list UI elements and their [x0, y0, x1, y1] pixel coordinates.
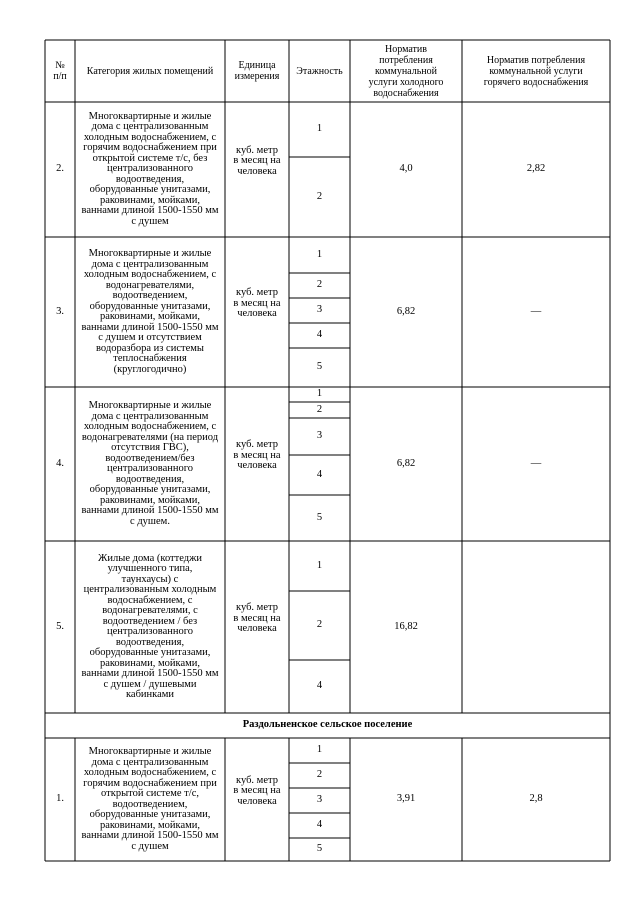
- unit-of-measure: куб. метр в месяц на человека: [233, 144, 281, 177]
- housing-category: Многоквартирные и жилые дома с централизованным холодным водоснабжением, с водонагревателями (на период отсутствия ГВС), водоотведением/без централизованного водоотведения, оборудованные унитазами, раковинами, мойками, ваннами длиной 1500-1550 мм с душем.: [81, 400, 219, 527]
- floor-count: 2: [316, 279, 323, 291]
- housing-category: Многоквартирные и жилые дома с централизованным холодным водоснабжением, с водонагревателями, водоотведением, оборудованные унитазами, раковинами, мойками, ваннами длиной 1500-1550 мм с душем и отсутствием водоразбора из системы теплоснабжения (круглогодично): [81, 248, 219, 375]
- floor-count: 1: [316, 559, 323, 571]
- unit-of-measure: куб. метр в месяц на человека: [233, 287, 281, 320]
- housing-category: Жилые дома (коттеджи улучшенного типа, таунхаусы) с централизованным холодным водоснабжением, с водонагревателями, с водоотведением / без централизованного водоотведения, оборудованные унитазами, раковинами, мойками, ваннами длиной 1500-1550 мм с душем / душевыми кабинками: [81, 552, 219, 700]
- floor-count: 5: [316, 843, 323, 855]
- housing-category: Многоквартирные и жилые дома с централизованным холодным водоснабжением, с горячим водоснабжением при открытой системе т/с, без централизованного водоотведения, оборудованные унитазами, раковинами, мойками, ваннами длиной 1500-1550 мм с душем: [81, 110, 219, 227]
- hot-water-norm: 2,8: [529, 793, 543, 805]
- cold-water-norm: 6,82: [396, 305, 416, 317]
- floor-count: 2: [316, 190, 323, 202]
- floor-count: 5: [316, 511, 323, 523]
- floor-count: 5: [316, 361, 323, 373]
- floor-count: 2: [316, 403, 323, 415]
- housing-category: Многоквартирные и жилые дома с централизованным холодным водоснабжением, с горячим водоснабжением при открытой системе т/с, водоотведением, оборудованные унитазами, раковинами, мойками, ваннами длиной 1500-1550 мм с душем: [81, 746, 219, 852]
- unit-of-measure: куб. метр в месяц на человека: [233, 774, 281, 807]
- column-header: Категория жилых помещений: [86, 65, 214, 77]
- row-number: 3.: [56, 305, 64, 317]
- unit-of-measure: куб. метр в месяц на человека: [233, 602, 281, 635]
- cold-water-norm: 3,91: [396, 793, 416, 805]
- cold-water-norm: 6,82: [396, 457, 416, 469]
- floor-count: 3: [316, 794, 323, 806]
- hot-water-norm: —: [530, 305, 542, 317]
- row-number: 2.: [56, 163, 64, 175]
- cold-water-norm: 4,0: [399, 163, 413, 175]
- column-header: Этажность: [296, 65, 343, 77]
- unit-of-measure: куб. метр в месяц на человека: [233, 439, 281, 472]
- column-header: Норматив потребления коммунальной услуги горячего водоснабжения: [483, 54, 589, 88]
- floor-count: 4: [316, 468, 323, 480]
- floor-count: 1: [316, 388, 323, 400]
- floor-count: 1: [316, 744, 323, 756]
- row-number: 1.: [56, 793, 64, 805]
- column-header: № п/п: [53, 60, 67, 82]
- column-header: Норматив потребления коммунальной услуги холодного водоснабжения: [368, 43, 444, 99]
- section-title: Раздольненское сельское поселение: [242, 719, 413, 731]
- floor-count: 4: [316, 329, 323, 341]
- floor-count: 1: [316, 248, 323, 260]
- cold-water-norm: 16,82: [394, 620, 418, 632]
- floor-count: 4: [316, 680, 323, 692]
- floor-count: 2: [316, 769, 323, 781]
- column-header: Единица измерения: [234, 60, 280, 82]
- floor-count: 3: [316, 430, 323, 442]
- floor-count: 4: [316, 819, 323, 831]
- row-number: 5.: [56, 620, 64, 632]
- floor-count: 3: [316, 304, 323, 316]
- hot-water-norm: 2,82: [526, 163, 546, 175]
- hot-water-norm: [462, 541, 610, 713]
- floor-count: 1: [316, 123, 323, 135]
- hot-water-norm: —: [530, 457, 542, 469]
- floor-count: 2: [316, 619, 323, 631]
- row-number: 4.: [56, 457, 64, 469]
